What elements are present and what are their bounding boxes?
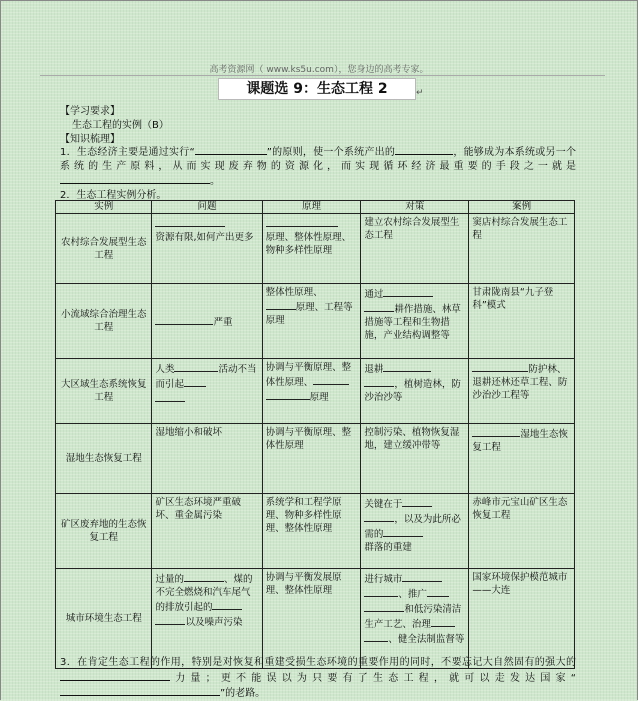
requirement-item: 生态工程的实例（B） [72, 120, 169, 131]
row6-problem-text-c: 以及噪声污染 [185, 617, 243, 628]
question-1 [60, 144, 576, 189]
row1-case: 农村综合发展型生态工程 [56, 214, 152, 284]
row6-problem-text-a: 过量的 [155, 574, 184, 585]
row4-example [469, 424, 575, 494]
q3-blank-2[interactable] [60, 685, 220, 696]
table-row [56, 214, 575, 284]
row2-measure [361, 284, 469, 359]
row1-principle-blank[interactable] [266, 216, 338, 227]
row3-measure-blank-2[interactable] [364, 376, 394, 387]
row5-measure-text-a: 关键在于 [364, 499, 403, 510]
row3-problem-text-b: 活动不当而引起 [155, 364, 257, 390]
table-row [56, 359, 575, 424]
row6-measure-blank-5[interactable] [431, 616, 455, 627]
header-measure: 对策 [361, 201, 469, 214]
row3-measure-blank-1[interactable] [383, 361, 431, 372]
q1-text-d: 。 [210, 176, 220, 187]
row1-example: 窦店村综合发展生态工程 [469, 214, 575, 284]
row4-case: 湿地生态恢复工程 [56, 424, 152, 494]
q3-text-b: 力量；更不能误以为只要有了生态工程，就可以走发达国家“ [170, 672, 576, 684]
row6-measure-text-b: 、推广 [398, 589, 427, 600]
row3-principle [262, 359, 361, 424]
row6-measure [361, 569, 469, 669]
header-case: 实例 [56, 201, 152, 214]
row1-measure: 建立农村综合发展型生态工程 [361, 214, 469, 284]
row3-measure-text-a: 退耕 [364, 364, 384, 375]
row4-example-text: 湿地生态恢复工程 [472, 429, 568, 453]
row6-measure-text-a: 进行城市 [364, 574, 403, 585]
header-divider [40, 75, 605, 76]
paragraph-mark-icon: ↵ [416, 88, 424, 98]
row6-measure-blank-6[interactable] [364, 631, 388, 642]
row6-measure-blank-4[interactable] [364, 601, 404, 612]
section-knowledge: 【知识梳理】 [60, 134, 120, 145]
row2-problem-text: 严重 [213, 316, 233, 328]
row4-principle: 协调与平衡原理、整体性原理 [262, 424, 361, 494]
row3-example-text: 防护林、退耕还林还草工程、防沙治沙工程等 [472, 364, 568, 401]
row5-example: 赤峰市元宝山矿区生态恢复工程 [469, 494, 575, 569]
page-title: 课题选 9：生态工程 2 [218, 78, 416, 100]
section-requirements: 【学习要求】 [60, 106, 120, 117]
row3-problem-blank-1[interactable] [174, 361, 218, 372]
row2-principle-blank[interactable] [266, 299, 296, 310]
row1-principle [262, 214, 361, 284]
row2-measure-text-a: 通过 [364, 289, 384, 300]
row1-problem-blank[interactable] [155, 216, 225, 227]
page-frame-top [0, 0, 638, 1]
row3-problem [152, 359, 262, 424]
row2-example: 甘肃陇南县“九子登科”模式 [469, 284, 575, 359]
row5-measure-text-c: 群落的重建 [364, 542, 412, 553]
row4-measure: 控制污染、植物恢复湿地，建立缓冲带等 [361, 424, 469, 494]
row6-problem-blank-1[interactable] [184, 571, 224, 582]
row4-example-blank[interactable] [472, 426, 520, 437]
row5-measure-blank-3[interactable] [383, 526, 423, 537]
row5-measure [361, 494, 469, 569]
row2-principle-text-b: 原理、工程等原理 [265, 302, 353, 326]
row2-problem [152, 284, 262, 359]
row2-measure-text-b: 耕作措施、林草措施等工程和生物措施，产业结构调整等 [364, 304, 461, 341]
row6-problem-blank-2[interactable] [212, 599, 242, 610]
row6-problem-blank-3[interactable] [155, 614, 185, 625]
row3-case: 大区域生态系统恢复工程 [56, 359, 152, 424]
header-example: 案例 [469, 201, 575, 214]
q1-blank-2[interactable] [395, 144, 453, 155]
row5-measure-text-b: ，以及为此所必需的 [364, 514, 461, 540]
row2-measure-blank-2[interactable] [364, 301, 394, 312]
row3-problem-text-a: 人类 [155, 364, 175, 375]
row6-principle: 协调与平衡发展原理、整体性原理 [262, 569, 361, 669]
row3-example [469, 359, 575, 424]
row5-case: 矿区废弃地的生态恢复工程 [56, 494, 152, 569]
row3-example-blank[interactable] [472, 361, 528, 372]
table-row [56, 424, 575, 494]
question-3 [60, 656, 576, 701]
table-row [56, 569, 575, 669]
header-note: 高考资源网（ www.ks5u.com），您身边的高考专家。 [209, 65, 429, 75]
row3-problem-blank-2[interactable] [184, 376, 206, 387]
row5-measure-blank-2[interactable] [364, 511, 394, 522]
row2-principle-text-a: 整体性原理、 [265, 287, 323, 298]
row2-measure-blank[interactable] [383, 286, 433, 297]
table-header-row [56, 201, 575, 214]
q3-text-a: 3．在肯定生态工程的作用，特别是对恢复和重建受损生态环境的重要作用的同时，不要忘记大自然固有的强大的 [60, 657, 576, 668]
ecological-engineering-table [55, 200, 575, 669]
row3-principle-text-a: 协调与平衡原理、整体性原理、 [265, 362, 352, 388]
table-row [56, 494, 575, 569]
row4-problem: 湿地缩小和破坏 [152, 424, 262, 494]
row6-case: 城市环境生态工程 [56, 569, 152, 669]
row1-problem [152, 214, 262, 284]
q1-text-c: ，能够成为本系统或另一个系统的生产原料，从而实现废弃物的资源化，而实现循环经济最重要的手段之一就是 [60, 147, 577, 172]
q1-text-a: 1．生态经济主要是通过实行“ [60, 147, 195, 158]
row6-measure-text-c: 和低污染清洁生产工艺、治理 [364, 604, 462, 630]
q1-blank-1[interactable] [195, 144, 267, 155]
q3-blank-1[interactable] [60, 670, 170, 681]
row1-principle-text: 原理、整体性原理、物种多样性原理 [265, 232, 352, 256]
row3-principle-blank-2[interactable] [266, 389, 310, 400]
question-2: 2．生态工程实例分析。 [60, 190, 167, 201]
page-frame-left [0, 0, 1, 700]
row6-measure-blank-2[interactable] [364, 586, 398, 597]
row2-principle [262, 284, 361, 359]
table-row [56, 284, 575, 359]
row1-problem-text: 资源有限,如何产出更多 [155, 232, 254, 243]
row2-case: 小流域综合治理生态工程 [56, 284, 152, 359]
q1-text-b: ”的原则，使一个系统产出的 [266, 147, 396, 158]
row6-problem [152, 569, 262, 669]
row6-measure-blank-1[interactable] [402, 571, 442, 582]
header-problem: 问题 [152, 201, 262, 214]
row2-problem-blank[interactable] [155, 314, 213, 325]
row3-problem-blank-3[interactable] [155, 391, 185, 402]
row6-measure-blank-3[interactable] [427, 586, 449, 597]
row6-example: 国家环境保护模范城市——大连 [469, 569, 575, 669]
row3-measure-text-b: ，植树造林，防沙治沙等 [364, 379, 461, 403]
row3-measure [361, 359, 469, 424]
row6-measure-text-d: 、健全法制监督等 [388, 634, 465, 645]
header-principle: 原理 [262, 201, 361, 214]
row3-principle-text-b: 原理 [309, 392, 329, 403]
row5-measure-blank-1[interactable] [402, 496, 432, 507]
row5-problem: 矿区生态环境严重破坏、重金属污染 [152, 494, 262, 569]
row5-principle: 系统学和工程学原理、物种多样性原理、整体性原理 [262, 494, 361, 569]
row3-principle-blank-1[interactable] [313, 374, 349, 385]
q3-text-c: ”的老路。 [220, 688, 266, 699]
q1-blank-3[interactable] [60, 173, 210, 184]
row6-problem-text-b: 、煤的不完全燃烧和汽车尾气的排放引起的 [155, 574, 253, 613]
